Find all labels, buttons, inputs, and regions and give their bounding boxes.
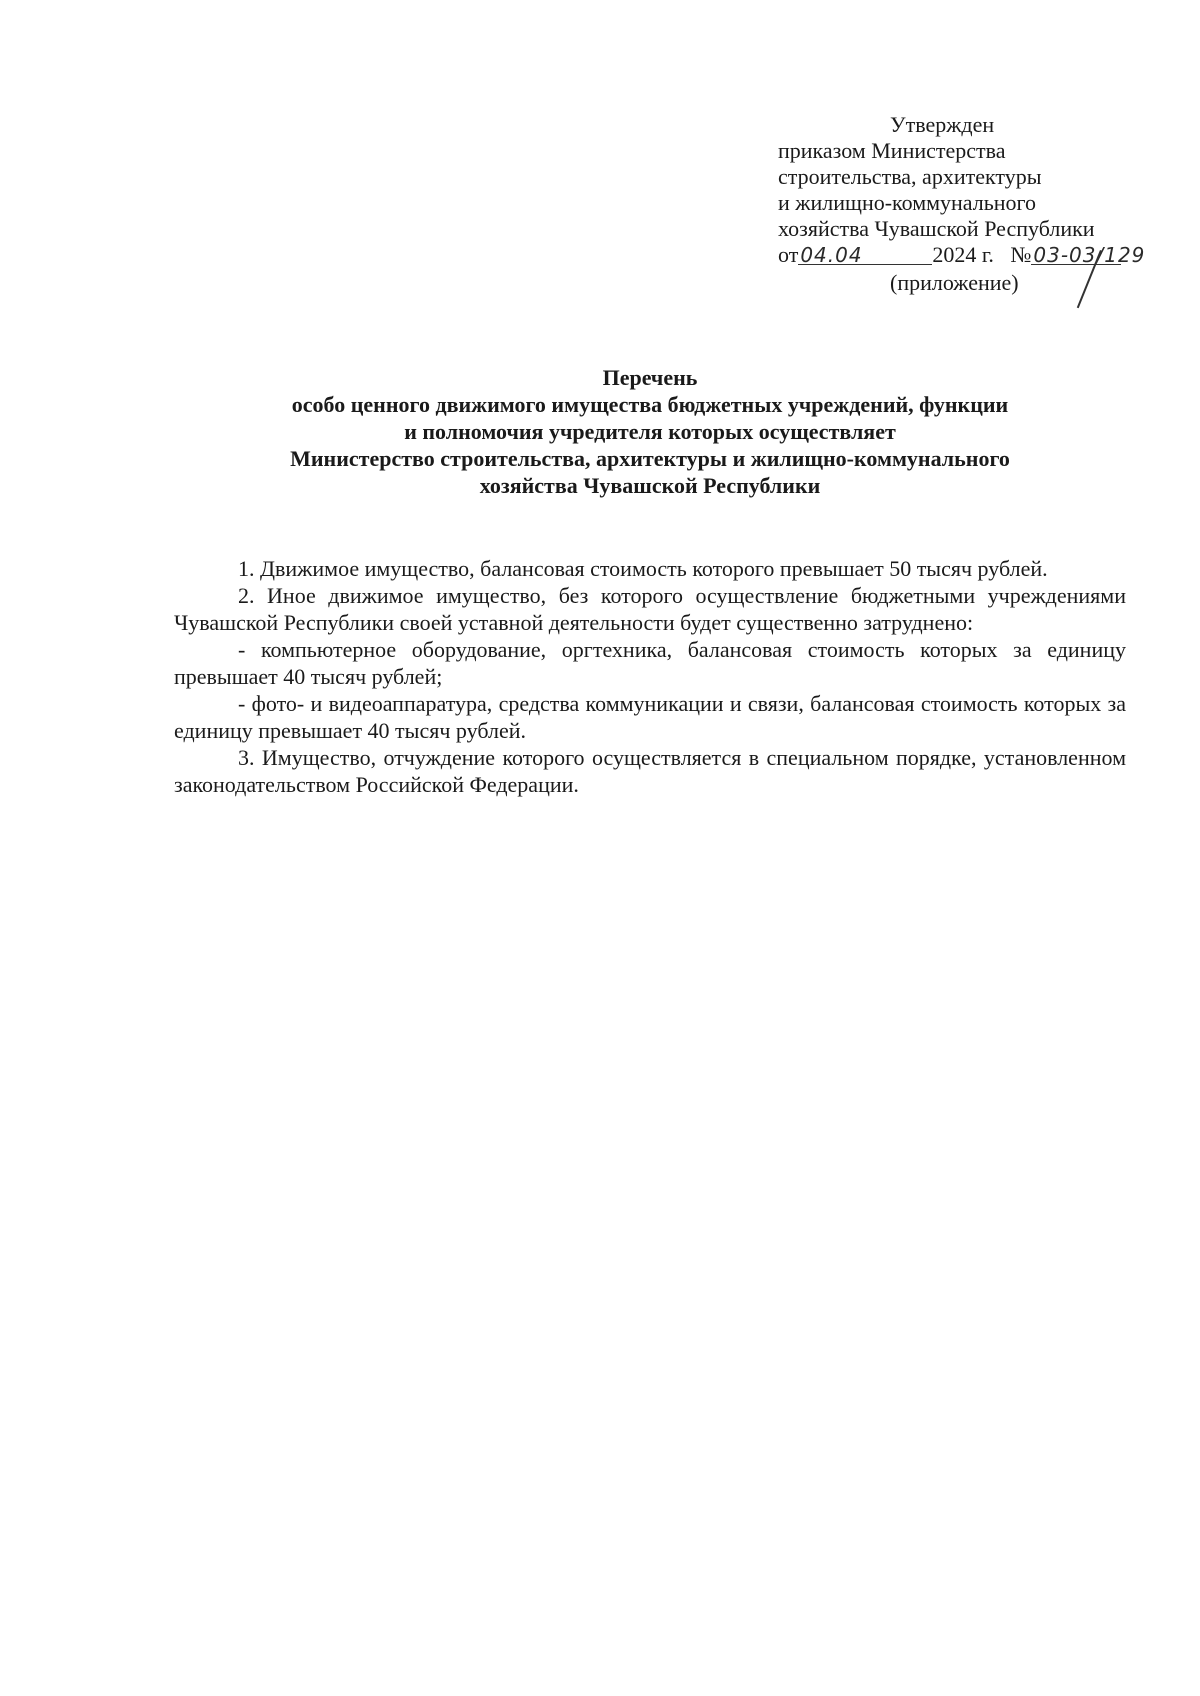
appendix-label: (приложение) bbox=[890, 270, 1019, 295]
approval-line-2: строительства, архитектуры bbox=[778, 164, 1042, 189]
list-item-2-subitem-a: - компьютерное оборудование, оргтехника, балансовая стоимость которых за единицу превышает 40 тысяч рублей; bbox=[174, 637, 1126, 689]
list-item-2-subitem-b: - фото- и видеоаппаратура, средства коммуникации и связи, балансовая стоимость которых за единицу превышает 40 тысяч рублей. bbox=[174, 691, 1126, 743]
approved-label: Утвержден bbox=[890, 112, 995, 137]
list-item-2: 2. Иное движимое имущество, без которого осуществление бюджетными учреждениями Чувашской Республики своей уставной деятельности будет существенно затруднено: bbox=[174, 583, 1126, 635]
document-title bbox=[180, 364, 1120, 499]
title-line-1: Перечень bbox=[602, 365, 698, 390]
approval-stamp-block bbox=[778, 112, 1178, 296]
title-line-4: Министерство строительства, архитектуры и жилищно-коммунального bbox=[290, 446, 1010, 471]
handwritten-date: 04.04 bbox=[800, 243, 863, 267]
title-line-3: и полномочия учредителя которых осуществляет bbox=[404, 419, 896, 444]
number-prefix: № bbox=[1010, 242, 1032, 267]
approval-line-3: и жилищно-коммунального bbox=[778, 190, 1037, 215]
list-item-3: 3. Имущество, отчуждение которого осуществляется в специальном порядке, установленном законодательством Российской Федерации. bbox=[174, 745, 1126, 797]
year-label: 2024 г. bbox=[932, 242, 994, 267]
from-prefix: от bbox=[778, 242, 799, 267]
number-field bbox=[1031, 242, 1146, 267]
approval-line-4: хозяйства Чувашской Республики bbox=[778, 216, 1095, 241]
approval-line-1: приказом Министерства bbox=[778, 138, 1006, 163]
list-item-1: 1. Движимое имущество, балансовая стоимость которого превышает 50 тысяч рублей. bbox=[238, 556, 1048, 581]
document-body bbox=[174, 555, 1126, 798]
approval-date-line bbox=[778, 242, 1178, 270]
title-line-2: особо ценного движимого имущества бюджетных учреждений, функции bbox=[291, 392, 1009, 417]
handwritten-number: 03-03/129 bbox=[1033, 243, 1146, 267]
date-field bbox=[798, 242, 932, 265]
title-line-5: хозяйства Чувашской Республики bbox=[479, 473, 821, 498]
